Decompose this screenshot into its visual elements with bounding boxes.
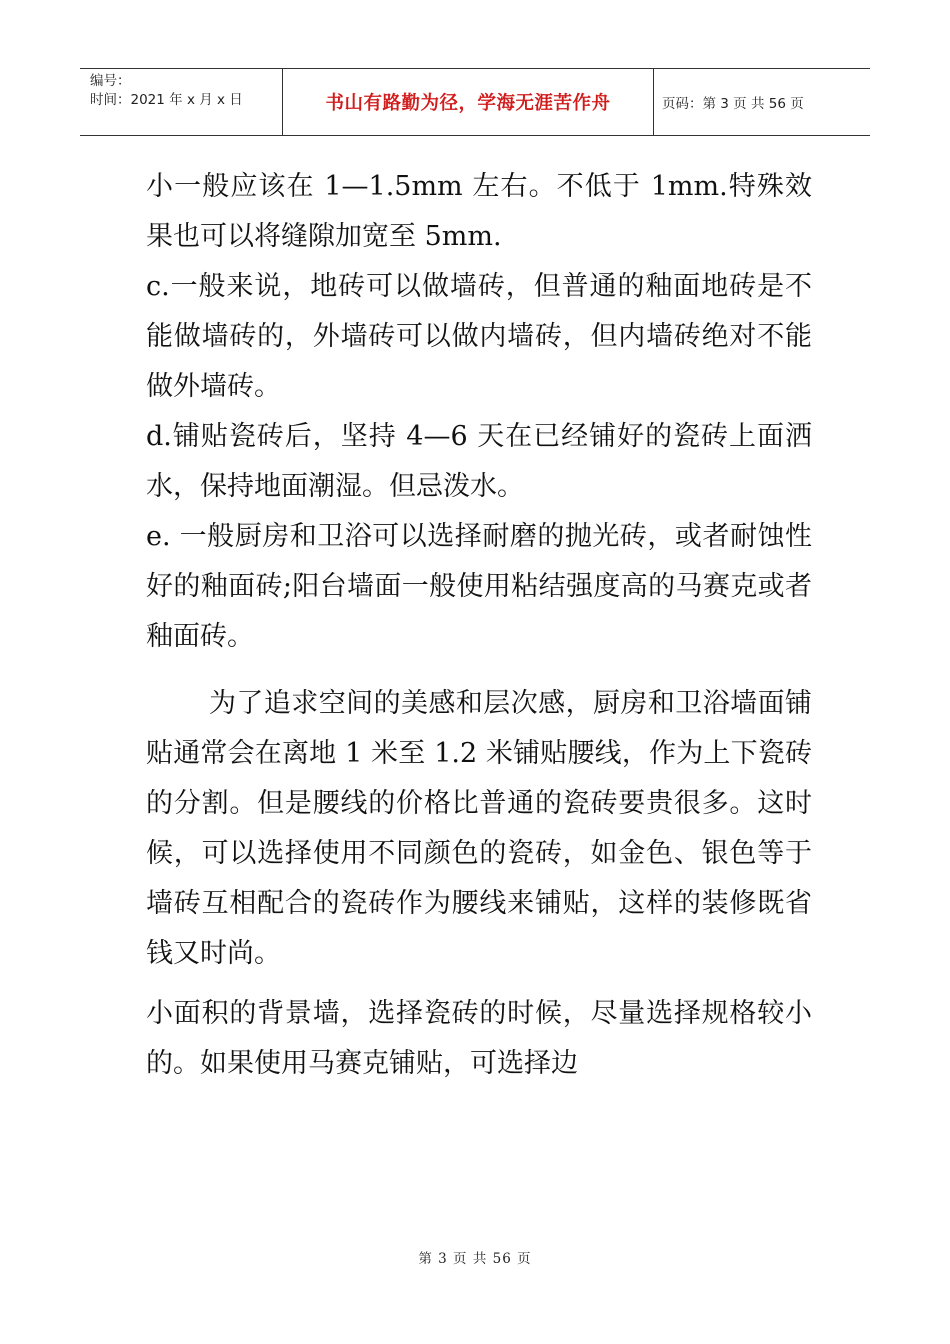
- header-page-info: 页码：第 3 页 共 56 页: [662, 96, 804, 112]
- body-paragraph: c.一般来说，地砖可以做墙砖，但普通的釉面地砖是不能做墙砖的，外墙砖可以做内墙砖，但内墙砖绝对不能做外墙砖。: [146, 271, 812, 402]
- header-motto: 书山有路勤为径，学海无涯苦作舟: [282, 69, 654, 135]
- body-paragraph: 小面积的背景墙，选择瓷砖的时候，尽量选择规格较小的。如果使用马赛克铺贴，可选择边: [146, 998, 812, 1079]
- body-paragraph: 小一般应该在 1—1.5mm 左右。不低于 1mm.特殊效果也可以将缝隙加宽至 5mm.: [146, 171, 812, 252]
- body-paragraph: d.铺贴瓷砖后，坚持 4—6 天在已经铺好的瓷砖上面洒水，保持地面潮湿。但忌泼水。: [146, 421, 812, 502]
- header-meta: [80, 69, 282, 135]
- page-footer: 第 3 页 共 56 页: [418, 1251, 532, 1267]
- document-date: 时间：2021 年 x 月 x 日: [90, 92, 243, 108]
- body-paragraph: e. 一般厨房和卫浴可以选择耐磨的抛光砖，或者耐蚀性好的釉面砖;阳台墙面一般使用粘结强度高的马赛克或者釉面砖。: [146, 521, 812, 652]
- body-paragraph: 为了追求空间的美感和层次感，厨房和卫浴墙面铺贴通常会在离地 1 米至 1.2 米铺贴腰线，作为上下瓷砖的分割。但是腰线的价格比普通的瓷砖要贵很多。这时候，可以选择使用不同颜色的瓷砖，如金色、银色等于墙砖互相配合的瓷砖作为腰线来铺贴，这样的装修既省钱又时尚。: [146, 688, 812, 969]
- document-number: 编号：: [90, 73, 131, 89]
- page-header: [80, 68, 870, 136]
- document-body: [146, 162, 812, 1089]
